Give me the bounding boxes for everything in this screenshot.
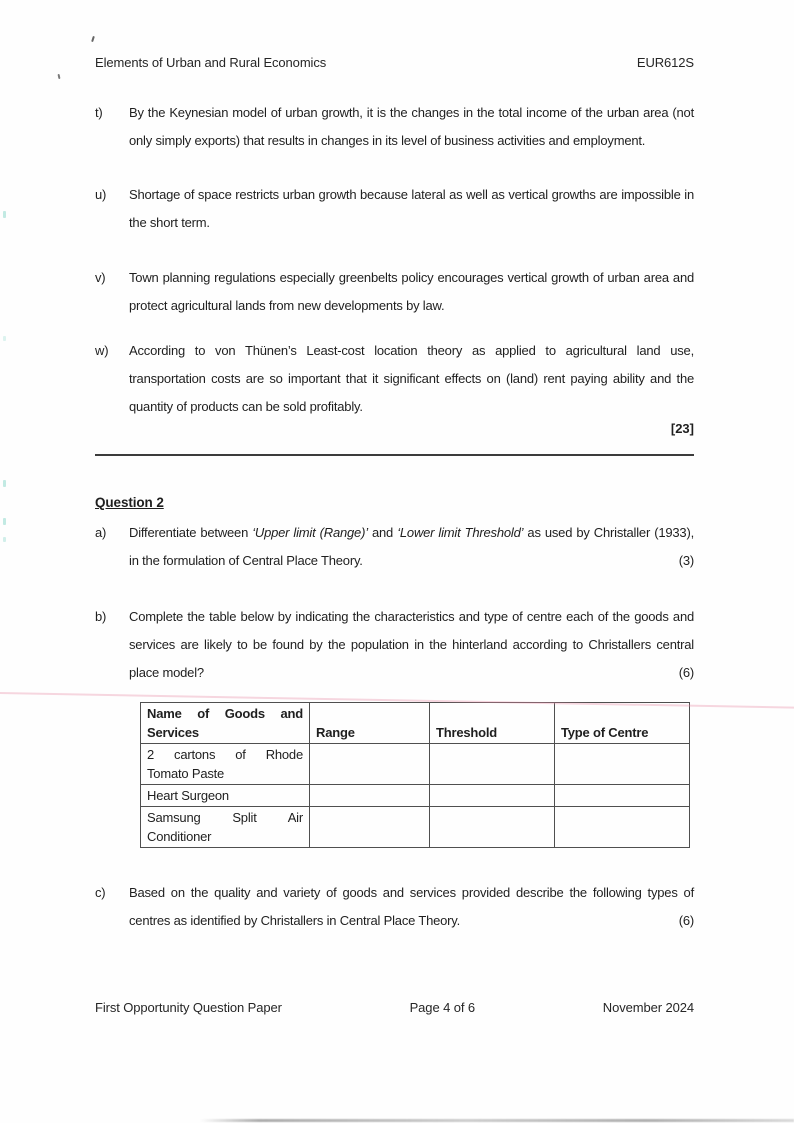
course-title: Elements of Urban and Rural Economics — [95, 55, 327, 70]
header-cell-name — [141, 703, 310, 744]
cell-type-empty — [555, 807, 690, 848]
part-a-text — [129, 519, 694, 575]
header-cell-type-of-centre: Type of Centre — [555, 703, 690, 744]
part-c-text-body: Based on the quality and variety of goods and services provided describe the following types of centres as identified by Christallers in Central Place Theory. — [129, 885, 694, 928]
page-footer — [95, 999, 694, 1016]
part-c-label: c) — [95, 885, 106, 900]
cell-goods-name — [141, 807, 310, 848]
header-cell-threshold: Threshold — [430, 703, 555, 744]
part-c-text — [129, 879, 694, 935]
section-total-marks: [23] — [670, 421, 694, 436]
part-a-label: a) — [95, 525, 107, 540]
statement-u-label: u) — [95, 187, 107, 202]
cell-range-empty — [310, 744, 430, 785]
question2-part-c — [95, 879, 694, 935]
header-cell-range: Range — [310, 703, 430, 744]
statement-v-label: v) — [95, 270, 106, 285]
part-a-italic-term-2: ‘Lower limit Threshold’ — [397, 525, 524, 540]
course-code: EUR612S — [636, 55, 694, 70]
cell-goods-name — [141, 785, 310, 807]
section-divider-line — [95, 454, 694, 456]
table-header-row — [141, 703, 690, 744]
statement-t-text: By the Keynesian model of urban growth, it is the changes in the total income of the urban area (not only simply exports) that results in changes in its level of business activities and employment. — [129, 105, 694, 148]
part-b-label: b) — [95, 609, 107, 624]
scan-artifact-dash — [3, 480, 6, 487]
goods-name-line2: Tomato Paste — [147, 766, 225, 781]
cell-range-empty — [310, 807, 430, 848]
table-row — [141, 807, 690, 848]
question2-part-b — [95, 603, 694, 687]
scan-speck — [91, 36, 95, 42]
part-b-text-body: Complete the table below by indicating the characteristics and type of centre each of the goods and services are likely to be found by the population in the hinterland according to Christallers central place model? — [129, 609, 694, 680]
statement-v-text: Town planning regulations especially greenbelts policy encourages vertical growth of urban area and protect agricultural lands from new developments by law. — [129, 270, 694, 313]
footer-paper-type: First Opportunity Question Paper — [95, 1000, 282, 1015]
part-c-marks: (6) — [678, 913, 694, 928]
statement-w-label: w) — [95, 343, 109, 358]
goods-services-table — [140, 702, 690, 848]
part-a-text-2: and — [367, 525, 398, 540]
part-a-text-1: Differentiate between — [129, 525, 253, 540]
part-a-italic-term-1: ‘Upper limit (Range)’ — [252, 525, 368, 540]
question2-heading: Question 2 — [95, 495, 164, 510]
goods-name-line2: Conditioner — [147, 829, 212, 844]
footer-page-number: Page 4 of 6 — [409, 1000, 476, 1015]
header-name-line2: Services — [147, 725, 199, 740]
scan-artifact-dash — [3, 336, 6, 341]
cell-threshold-empty — [430, 807, 555, 848]
cell-type-empty — [555, 744, 690, 785]
statement-t — [95, 99, 694, 155]
footer-date: November 2024 — [602, 1000, 694, 1015]
page-header — [95, 54, 694, 71]
part-b-marks: (6) — [678, 665, 694, 680]
table-row — [141, 744, 690, 785]
statement-t-label: t) — [95, 105, 103, 120]
statement-u-text: Shortage of space restricts urban growth because lateral as well as vertical growths are impossible in the short term. — [129, 187, 694, 230]
goods-name-line1: Samsung Split Air — [147, 810, 303, 825]
scan-speck — [58, 74, 61, 79]
part-a-marks: (3) — [678, 553, 694, 568]
part-b-text — [129, 603, 694, 687]
cell-threshold-empty — [430, 785, 555, 807]
statement-w — [95, 337, 694, 421]
statement-v — [95, 264, 694, 320]
statement-w-text: According to von Thünen’s Least-cost location theory as applied to agricultural land use, transportation costs are so important that it significant effects on (land) rent paying ability and the quantity of products can be sold profitably. — [129, 343, 694, 414]
part-a-text-3: as used by Christaller (1933), in the formulation of Central Place Theory. — [129, 525, 694, 568]
cell-goods-name — [141, 744, 310, 785]
header-name-line1: Name of Goods and — [147, 706, 303, 721]
goods-name-line1: 2 cartons of Rhode — [147, 747, 303, 762]
scan-artifact-dash — [3, 518, 6, 525]
table-row — [141, 785, 690, 807]
statement-u — [95, 181, 694, 237]
scan-artifact-dash — [3, 537, 6, 542]
goods-name-line1: Heart Surgeon — [147, 788, 229, 803]
scan-artifact-smudge — [200, 1119, 794, 1122]
cell-type-empty — [555, 785, 690, 807]
cell-threshold-empty — [430, 744, 555, 785]
question2-part-a — [95, 519, 694, 575]
cell-range-empty — [310, 785, 430, 807]
scan-artifact-dash — [3, 211, 6, 218]
